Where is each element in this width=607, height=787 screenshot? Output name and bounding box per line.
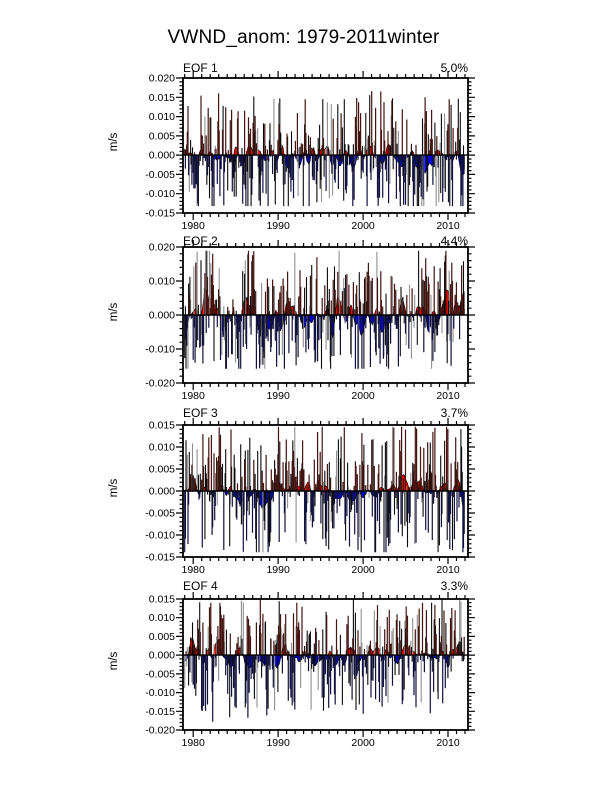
svg-text:1990: 1990 [266, 390, 290, 402]
svg-text:-0.020: -0.020 [145, 724, 175, 737]
panel-2-yaxis-unit: m/s [108, 302, 120, 322]
panel-1-eof-label: EOF 1 [183, 61, 218, 75]
svg-text:1980: 1980 [181, 390, 205, 402]
panel-2-variance-label: 4.4% [440, 234, 468, 248]
svg-text:1990: 1990 [266, 220, 290, 232]
svg-text:-0.005: -0.005 [145, 507, 175, 520]
panel-3-variance-label: 3.7% [440, 406, 468, 420]
svg-text:1990: 1990 [266, 564, 290, 576]
panel-1-header [183, 62, 468, 74]
svg-text:0.005: 0.005 [148, 130, 175, 143]
svg-text:1980: 1980 [181, 564, 205, 576]
panel-4-yaxis-unit: m/s [108, 651, 120, 671]
svg-text:1980: 1980 [181, 737, 205, 749]
panel-1-yaxis-unit: m/s [108, 132, 120, 152]
svg-text:0.000: 0.000 [148, 649, 175, 662]
panel-2-header [183, 235, 468, 247]
svg-text:0.005: 0.005 [148, 630, 175, 643]
svg-text:-0.010: -0.010 [145, 687, 175, 700]
svg-text:-0.010: -0.010 [145, 529, 175, 542]
svg-text:0.015: 0.015 [148, 593, 175, 606]
svg-text:0.020: 0.020 [148, 241, 175, 254]
panel-1-variance-label: 5.0% [440, 61, 468, 75]
svg-text:2010: 2010 [436, 564, 460, 576]
svg-text:-0.005: -0.005 [145, 168, 175, 181]
svg-text:0.000: 0.000 [148, 309, 175, 322]
panel-2-eof-label: EOF 2 [183, 234, 218, 248]
svg-text:0.010: 0.010 [148, 441, 175, 454]
panel-3-eof-label: EOF 3 [183, 406, 218, 420]
svg-text:2010: 2010 [436, 220, 460, 232]
svg-text:1980: 1980 [181, 220, 205, 232]
panel-4-variance-label: 3.3% [440, 579, 468, 593]
svg-text:0.010: 0.010 [148, 612, 175, 625]
panel-4-eof-label: EOF 4 [183, 579, 218, 593]
svg-text:-0.010: -0.010 [145, 343, 175, 356]
svg-text:2010: 2010 [436, 390, 460, 402]
svg-text:0.020: 0.020 [148, 72, 175, 85]
svg-text:-0.005: -0.005 [145, 668, 175, 681]
svg-text:2000: 2000 [351, 737, 375, 749]
panel-3-yaxis-unit: m/s [108, 478, 120, 498]
panel-4-header [183, 580, 468, 592]
svg-text:2000: 2000 [351, 220, 375, 232]
svg-text:-0.020: -0.020 [145, 377, 175, 390]
svg-text:2000: 2000 [351, 564, 375, 576]
svg-text:2000: 2000 [351, 390, 375, 402]
svg-text:-0.015: -0.015 [145, 551, 175, 564]
svg-text:0.010: 0.010 [148, 111, 175, 124]
svg-text:1990: 1990 [266, 737, 290, 749]
svg-text:-0.010: -0.010 [145, 188, 175, 201]
svg-text:0.015: 0.015 [148, 419, 175, 432]
figure-title: VWND_anom: 1979-2011winter [167, 27, 440, 48]
svg-text:0.000: 0.000 [148, 485, 175, 498]
svg-text:2010: 2010 [436, 737, 460, 749]
svg-text:-0.015: -0.015 [145, 207, 175, 220]
svg-text:0.005: 0.005 [148, 463, 175, 476]
panel-3-header [183, 407, 468, 419]
svg-text:0.010: 0.010 [148, 275, 175, 288]
svg-text:-0.015: -0.015 [145, 705, 175, 718]
svg-text:0.015: 0.015 [148, 91, 175, 104]
svg-text:0.000: 0.000 [148, 149, 175, 162]
